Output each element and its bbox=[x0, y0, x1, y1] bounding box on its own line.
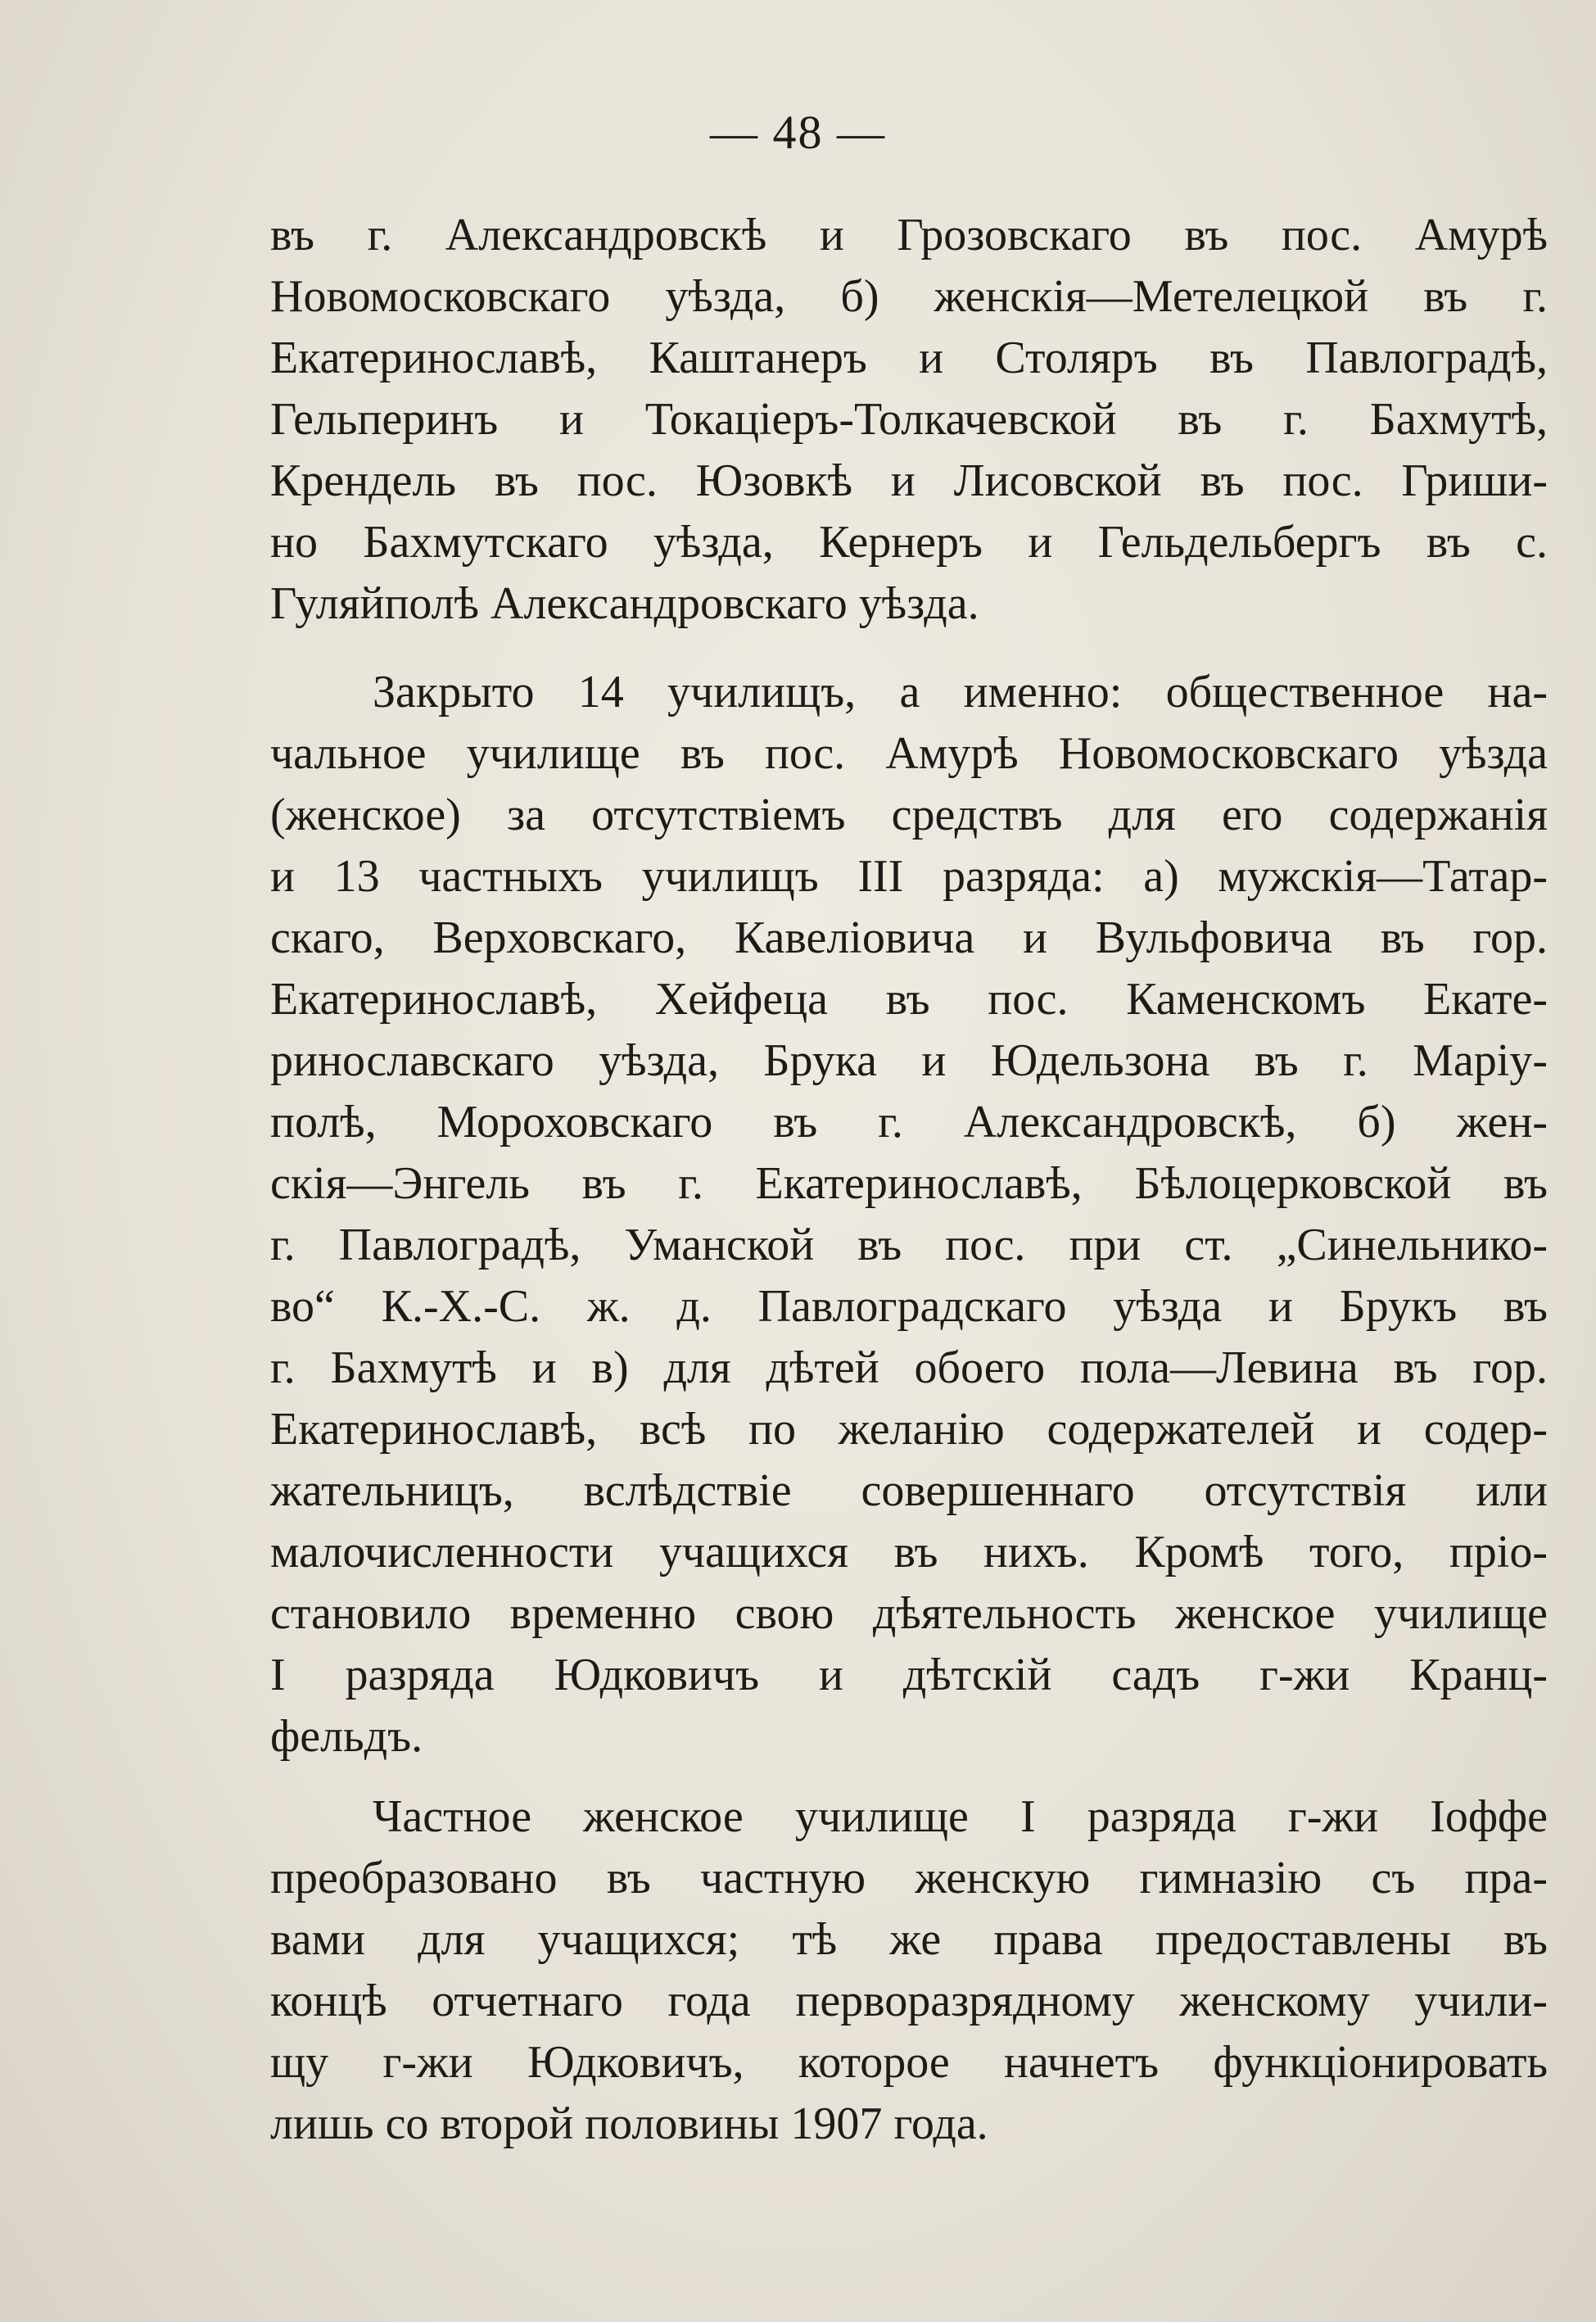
text-line: Крендель въ пос. Юзовкѣ и Лисовской въ пос. Гриши- bbox=[270, 455, 1548, 506]
text-line: вами для учащихся; тѣ же права предоставлены въ bbox=[270, 1914, 1548, 1965]
text-line: Частное женское училище I разряда г-жи Іоффе bbox=[373, 1791, 1548, 1842]
text-line: Гуляйполѣ Александровскаго уѣзда. bbox=[270, 578, 979, 629]
text-line: но Бахмутскаго уѣзда, Кернеръ и Гельдельбергъ въ с. bbox=[270, 517, 1548, 568]
text-line: скія—Энгель въ г. Екатеринославѣ, Бѣлоцерковской въ bbox=[270, 1158, 1548, 1209]
text-line: въ г. Александровскѣ и Грозовскаго въ пос. Амурѣ bbox=[270, 210, 1548, 260]
paragraph-1 bbox=[270, 205, 1548, 635]
text-line: г. Бахмутѣ и в) для дѣтей обоего пола—Левина въ гор. bbox=[270, 1342, 1548, 1393]
text-line: щу г-жи Юдковичъ, которое начнетъ функціонировать bbox=[270, 2037, 1548, 2088]
paragraph-3 bbox=[270, 1786, 1548, 2155]
text-line: Закрыто 14 училищъ, а именно: общественное на- bbox=[373, 667, 1548, 717]
text-line: лишь со второй половины 1907 года. bbox=[270, 2098, 988, 2149]
text-line: скаго, Верховскаго, Кавеліовича и Вульфовича въ гор. bbox=[270, 912, 1548, 963]
text-line: (женское) за отсутствіемъ средствъ для его содержанія bbox=[270, 790, 1548, 840]
text-line: г. Павлоградѣ, Уманской въ пос. при ст. „Синельнико- bbox=[270, 1220, 1548, 1270]
text-line: Екатеринославѣ, Хейфеца въ пос. Каменскомъ Екате- bbox=[270, 974, 1548, 1025]
text-line: ринославскаго уѣзда, Брука и Юдельзона въ г. Маріу- bbox=[270, 1035, 1548, 1086]
text-line: чальное училище въ пос. Амурѣ Новомосковскаго уѣзда bbox=[270, 728, 1548, 779]
text-line: Екатеринославѣ, Каштанеръ и Столяръ въ Павлоградѣ, bbox=[270, 333, 1548, 383]
text-line: концѣ отчетнаго года перворазрядному женскому учили- bbox=[270, 1976, 1548, 2026]
page-number: — 48 — bbox=[710, 106, 886, 159]
text-line: фельдъ. bbox=[270, 1711, 423, 1762]
text-line: преобразовано въ частную женскую гимназію съ пра- bbox=[270, 1853, 1548, 1903]
text-line: малочисленности учащихся въ нихъ. Кромѣ того, пріо- bbox=[270, 1527, 1548, 1577]
paragraph-2 bbox=[270, 662, 1548, 1768]
text-line: Екатеринославѣ, всѣ по желанію содержателей и содер- bbox=[270, 1404, 1548, 1455]
text-line: жательницъ, вслѣдствіе совершеннаго отсутствія или bbox=[270, 1465, 1548, 1516]
text-line: Новомосковскаго уѣзда, б) женскія—Метелецкой въ г. bbox=[270, 271, 1548, 322]
text-line: I разряда Юдковичъ и дѣтскій садъ г-жи Кранц- bbox=[270, 1650, 1548, 1700]
text-line: Гельперинъ и Токаціеръ-Толкачевской въ г. Бахмутѣ, bbox=[270, 394, 1548, 445]
text-line: и 13 частныхъ училищъ III разряда: а) мужскія—Татар- bbox=[270, 851, 1548, 902]
text-line: во“ К.-Х.-С. ж. д. Павлоградскаго уѣзда и Брукъ въ bbox=[270, 1281, 1548, 1332]
text-line: становило временно свою дѣятельность женское училище bbox=[270, 1588, 1548, 1639]
text-line: полѣ, Мороховскаго въ г. Александровскѣ, б) жен- bbox=[270, 1097, 1548, 1147]
